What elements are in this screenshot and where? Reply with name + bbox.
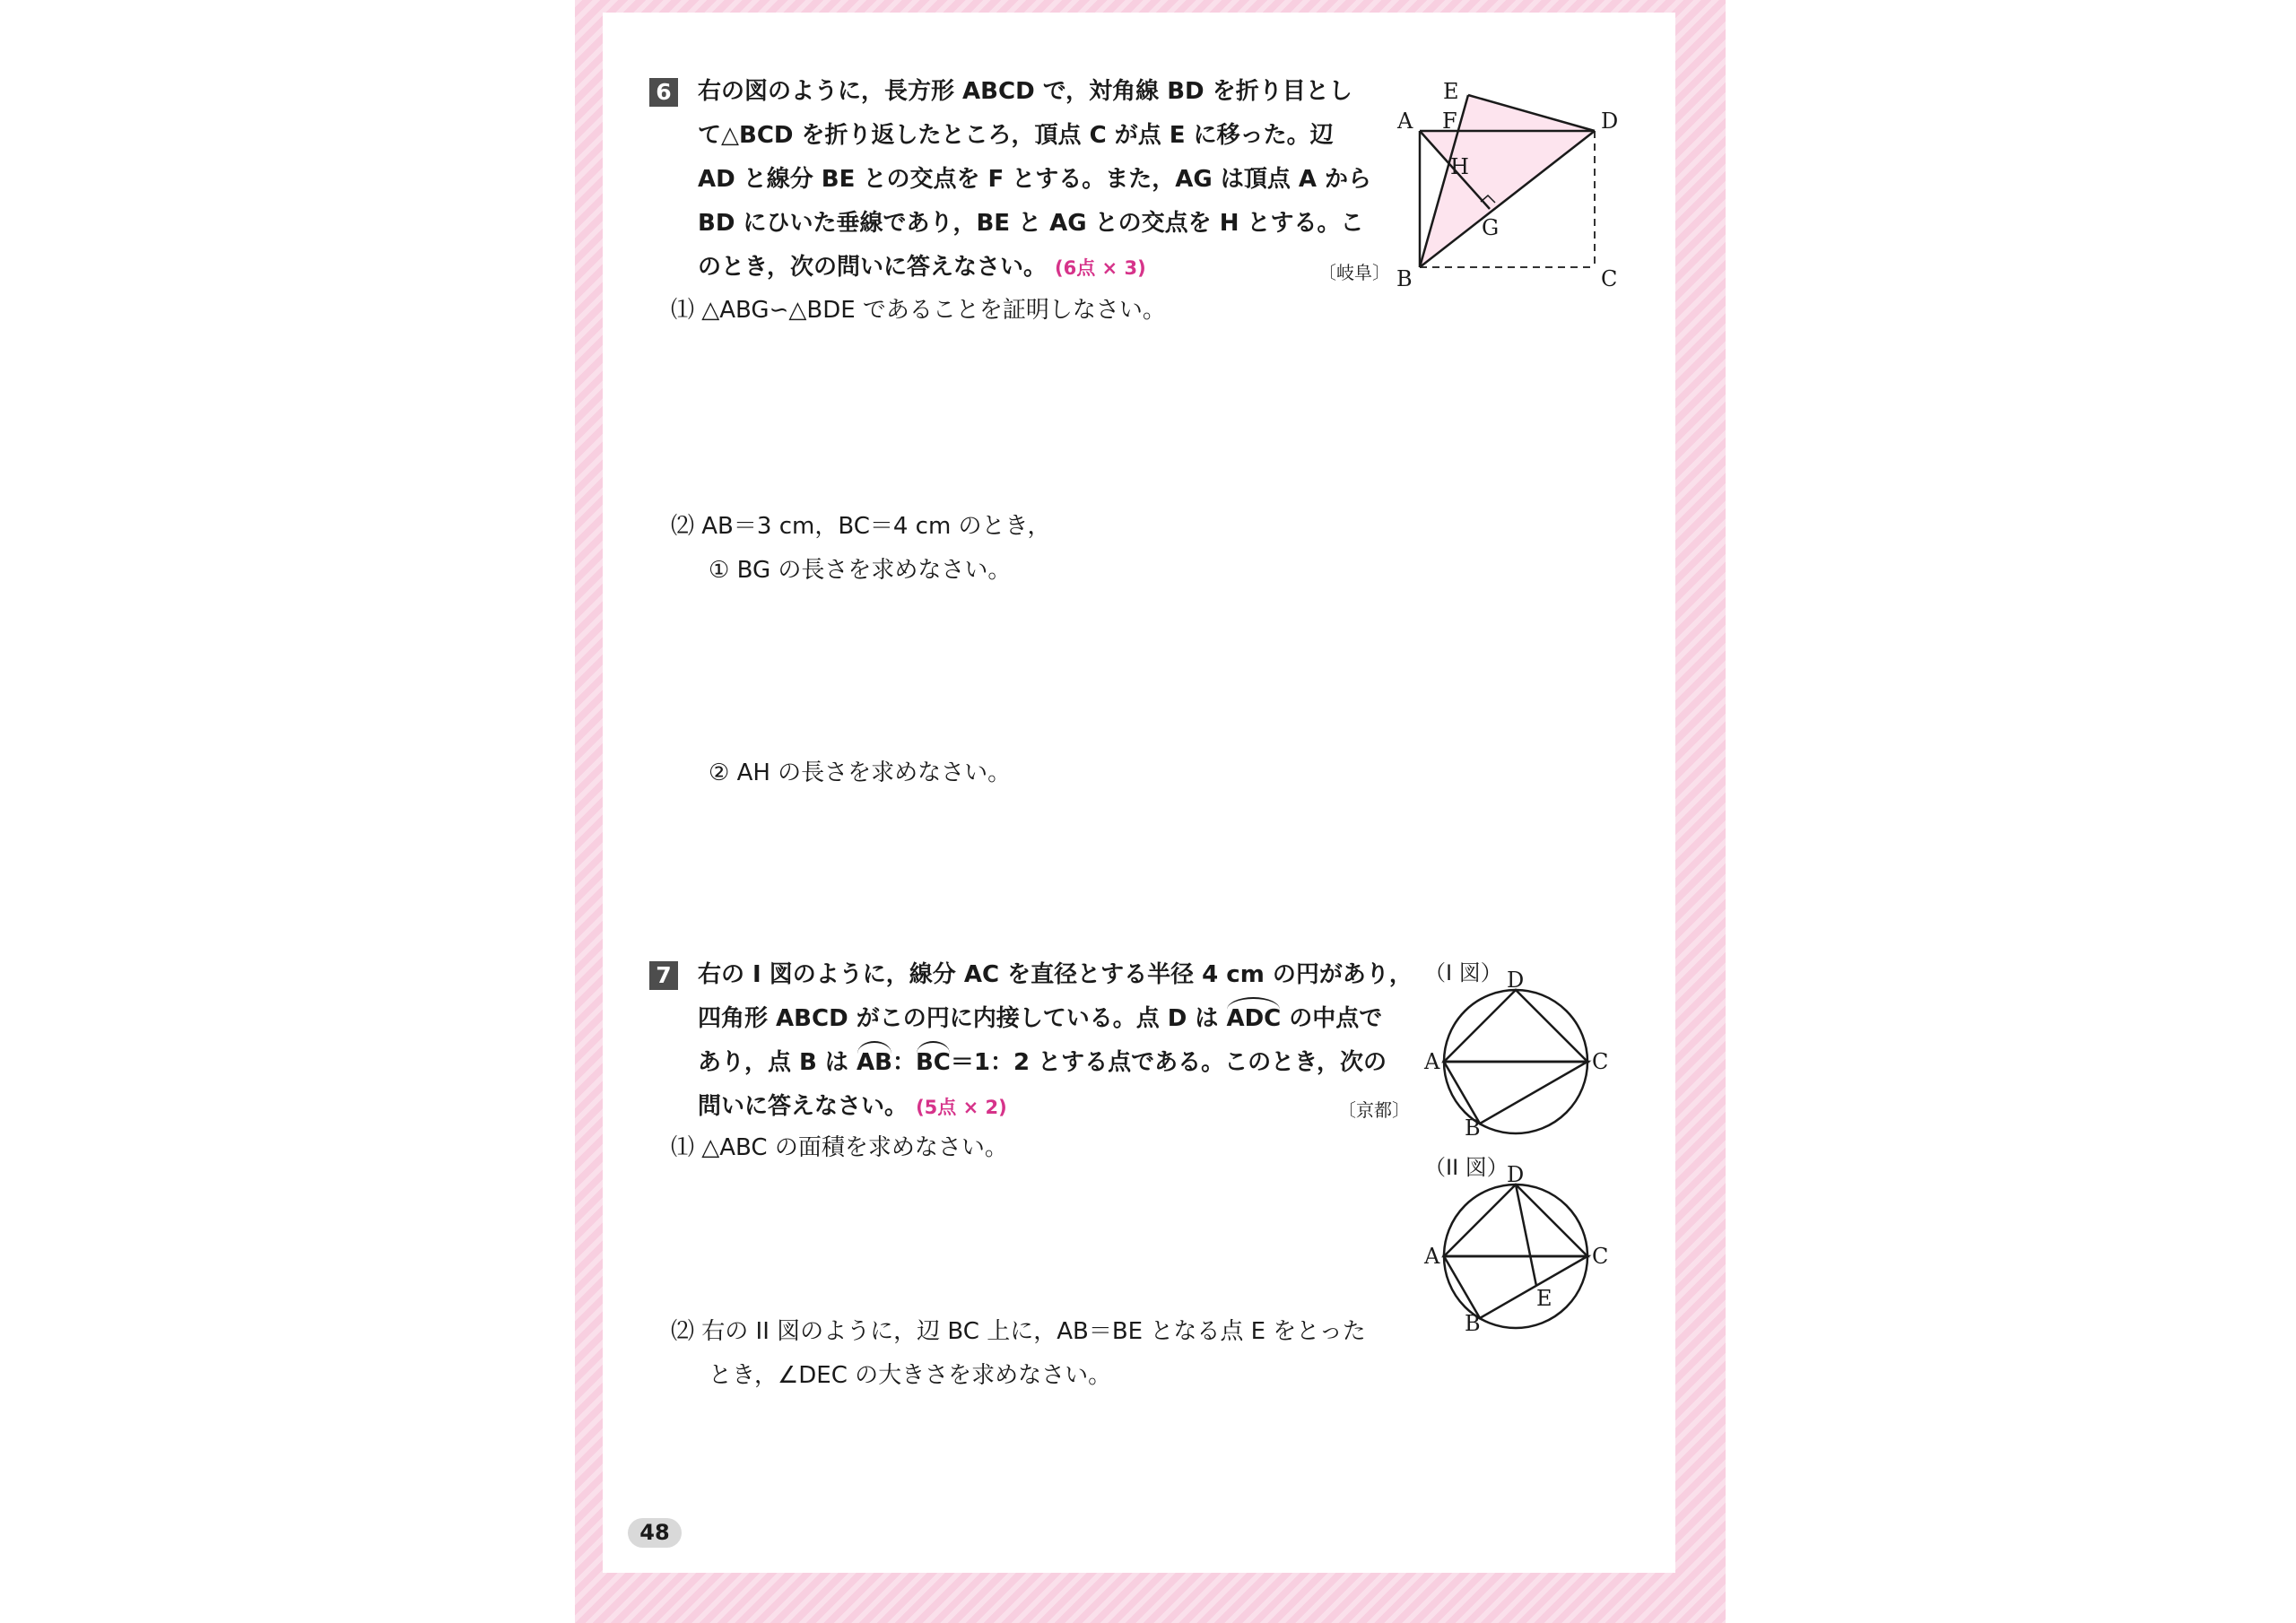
- q7-figure-2: [1417, 1166, 1614, 1345]
- q7-fig1-label-B: B: [1465, 1115, 1481, 1141]
- q6-label-A: A: [1397, 108, 1413, 134]
- q7-sub-2-line-1: ⑵ 右の II 図のように，辺 BC 上に，AB＝BE となる点 E をとった: [671, 1318, 1366, 1345]
- q7-line3-pre: あり，点 B は: [698, 1049, 857, 1076]
- q7-fig2-label-C: C: [1592, 1244, 1609, 1269]
- q7-fig2-label-A: A: [1424, 1244, 1440, 1269]
- q7-fig2-label-D: D: [1507, 1166, 1525, 1187]
- q7-text-line-4: [698, 1093, 1007, 1121]
- q7-arc-bc: BC: [915, 1049, 951, 1076]
- q6-source: 〔岐阜〕: [1318, 262, 1390, 283]
- q6-text-line-4: BD にひいた垂線であり，BE と AG との交点を H とする。こ: [698, 210, 1364, 237]
- q7-text-line-3: [698, 1049, 1387, 1076]
- q6-label-G: G: [1482, 215, 1500, 240]
- q6-points: (6点 × 3): [1055, 257, 1146, 279]
- q7-arc-adc: ADC: [1226, 1005, 1282, 1032]
- q7-fig1-label-C: C: [1592, 1049, 1609, 1074]
- q6-label-H: H: [1450, 154, 1469, 179]
- q7-line3-mid: ：: [891, 1049, 916, 1076]
- q6-sub-2: ⑵ AB＝3 cm，BC＝4 cm のとき，: [671, 513, 1051, 540]
- q7-text-line-4-text: 問いに答えなさい。: [698, 1093, 909, 1120]
- q6-sub-2-2: ② AH の長さを求めなさい。: [709, 759, 1012, 786]
- q6-figure: [1388, 72, 1622, 305]
- q7-fig1-label-D: D: [1507, 968, 1525, 993]
- q7-fig1-label-A: A: [1424, 1049, 1440, 1074]
- q6-label-F: F: [1442, 108, 1457, 134]
- q7-points: (5点 × 2): [916, 1097, 1007, 1118]
- q7-sub-2-line-2: とき，∠DEC の大きさを求めなさい。: [709, 1362, 1112, 1389]
- q7-line2-pre: 四角形 ABCD がこの円に内接している。点 D は: [698, 1005, 1227, 1032]
- q7-fig2-title: （II 図）: [1424, 1155, 1509, 1180]
- q7-source: 〔京都〕: [1338, 1099, 1410, 1121]
- q6-sub-1: ⑴ △ABG∽△BDE であることを証明しなさい。: [671, 297, 1166, 324]
- q6-label-E: E: [1443, 79, 1459, 104]
- q7-text-line-1: 右の I 図のように，線分 AC を直径とする半径 4 cm の円があり，: [698, 961, 1413, 988]
- question-7-number: 7: [649, 961, 678, 990]
- q7-fig2-label-E: E: [1536, 1286, 1552, 1311]
- q6-text-line-3: AD と線分 BE との交点を F とする。また，AG は頂点 A から: [698, 166, 1372, 193]
- page-number: 48: [628, 1518, 682, 1548]
- q7-fig2-label-B: B: [1465, 1311, 1481, 1336]
- q6-label-C: C: [1601, 266, 1618, 291]
- q6-text-line-2: て△BCD を折り返したところ，頂点 C が点 E に移った。辺: [698, 122, 1334, 149]
- q6-text-line-5-text: のとき，次の問いに答えなさい。: [698, 254, 1047, 281]
- q6-sub-2-1: ① BG の長さを求めなさい。: [709, 557, 1012, 584]
- q7-line2-post: の中点で: [1281, 1005, 1383, 1032]
- q7-line3-post: ＝1：2 とする点である。このとき，次の: [950, 1049, 1387, 1076]
- q7-text-line-2: [698, 1005, 1382, 1032]
- q7-arc-ab: AB: [856, 1049, 892, 1076]
- q6-label-B: B: [1396, 266, 1413, 291]
- q6-text-line-5: [698, 254, 1146, 282]
- q7-figure-1: [1417, 968, 1614, 1148]
- q6-text-line-1: 右の図のように，長方形 ABCD で，対角線 BD を折り目とし: [698, 78, 1352, 105]
- q7-sub-1: ⑴ △ABC の面積を求めなさい。: [671, 1134, 1008, 1161]
- question-6-number: 6: [649, 78, 678, 107]
- q6-label-D: D: [1601, 108, 1619, 134]
- q7-fig1-title: （I 図）: [1424, 960, 1502, 985]
